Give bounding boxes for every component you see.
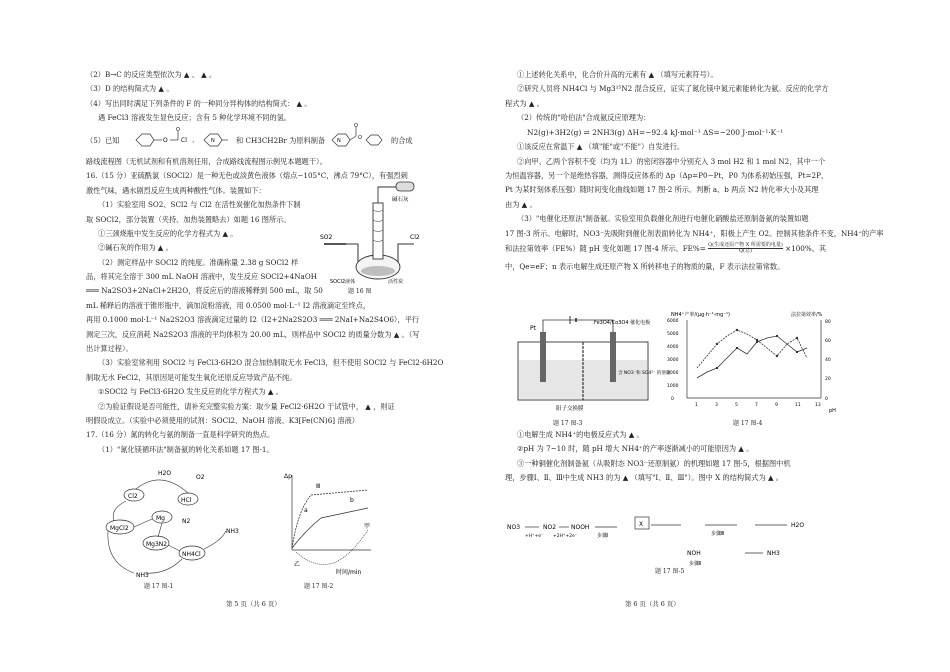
label-b: b <box>350 497 354 504</box>
q16-1-b: ②碱石灰的作用为 ▲ 。 <box>98 243 173 253</box>
series-yield <box>697 330 807 368</box>
q15-3: （3）D 的结构简式为 ▲ 。 <box>86 84 174 94</box>
q15-4: （4）写出同时满足下列条件的 F 的一种同分异构体的结构简式： ▲ 。 <box>86 98 312 108</box>
svg-text:1000: 1000 <box>667 384 679 389</box>
svg-text:80: 80 <box>825 320 831 325</box>
curve-jia <box>292 490 371 548</box>
q15-5-text: 和 CH3CH2Br 为原料制备 <box>236 135 326 145</box>
fig17-1-cycle <box>96 465 246 583</box>
mech-nooh: NOOH <box>571 524 590 531</box>
label-yi: 乙 <box>294 561 301 568</box>
curve-yi <box>292 508 371 548</box>
mech-step1: 步骤Ⅰ <box>597 533 609 539</box>
fig17-2-ylabel: Δp <box>284 473 292 480</box>
haber-equation: N2(g)+3H2(g) ⇌ 2NH3(g) ΔH=−92.4 kJ·mol⁻¹ ΔS=−200 J·mol⁻¹·K⁻¹ <box>527 127 784 137</box>
fig17-3-cat-label: Fe3O4/Co3O4 催化电极 <box>594 320 651 326</box>
q17-1-b: ②研究人员将 NH4Cl 与 Mg3¹⁵N2 混合反应，证实了氮化镁中氮元素能转化为氨。反应的化学方 <box>517 84 829 94</box>
q17-2-b-cont1: 为恒温容器，另一个是绝热容器，测得反应体系的 Δp（Δp=P0−Pt，P0 为体系初始压强，Pt=2P， <box>505 170 829 180</box>
label-a: a <box>304 507 308 514</box>
mech-no3: NO3 <box>507 524 521 531</box>
fig16-charcoal-label: 活性炭 <box>388 279 404 285</box>
svg-text:20: 20 <box>825 377 831 382</box>
fig17-3-membrane-label: 阳子交换膜 <box>556 406 584 412</box>
q17-2-b: ②向甲、乙两个容积不变（均为 1L）的密闭容器中分别充入 3 mol H2 和 1 mol N2，其中一个 <box>517 156 826 166</box>
right-footer: 第 6 页（共 6 页） <box>625 600 680 608</box>
left-page <box>86 70 444 608</box>
q17-3-subquestions <box>505 430 845 488</box>
q16-intro: 16.（15 分）亚硫酰氯（SOCl2）是一种无色或淡黄色液体（熔点−105°C，沸点 79°C），有强烈刺 <box>86 171 408 181</box>
q17-intro: 17.（16 分）氮的转化与氨的制备一直是科学研究的热点。 <box>86 430 275 440</box>
fig17-4-caption: 题 17 图-4 <box>733 420 763 427</box>
q16-2-cont6: 出计算过程）。 <box>86 344 133 354</box>
svg-text:2000: 2000 <box>667 371 679 376</box>
q16-3-cont: 制取无水 FeCl2，其原因是可能发生氧化还原反应导致产品不纯。 <box>86 372 297 382</box>
node-nh3-a: NH3 <box>226 528 239 535</box>
q17-2: （2）传统的"哈伯法"合成氨反应原理为： <box>517 113 651 123</box>
q16-1: （1）实验室用 SO2、SCl2 与 Cl2 在活性炭催化加热条件下制 <box>98 200 301 210</box>
q15-5-tail: 的合成 <box>391 135 413 145</box>
svg-text:5: 5 <box>735 403 738 408</box>
q16-2-cont2: ═══ Na2SO3+2NaCl+2H2O，将反应后的溶液稀释到 500 mL，取 50 <box>86 286 323 296</box>
q17-3: （3）"电催化还原法"制备氨。实验室用负载催化剂进行电催化硝酸盐还原制备氨的装置如题 <box>517 214 809 224</box>
q17-3-cont2: 中，Qe=eF；n 表示电解生成还原产物 X 所转移电子的物质的量，F 表示法拉第常数。 <box>505 262 785 272</box>
fig16-lime-label: 碱石灰 <box>392 197 409 203</box>
fig17-2-xlabel: 时间/min <box>336 569 362 576</box>
fig17-4-xticks <box>695 402 821 408</box>
svg-text:40: 40 <box>825 358 831 363</box>
node-mg3n2: Mg3N2 <box>146 541 168 548</box>
q16-2-cont4: 再用 0.1000 mol·L⁻¹ Na2S2O3 溶液滴定过量的 I2（I2+2Na2S2O3 ═══ 2NaI+Na2S4O6），平行 <box>86 315 420 325</box>
fe-denominator: Q(总) <box>738 248 752 255</box>
fig16-cl2-label: Cl2 <box>410 234 420 241</box>
fig17-1-caption: 题 17 图-1 <box>144 583 174 590</box>
fe-formula-suffix: ×100%。其 <box>785 243 827 253</box>
svg-text:Cl: Cl <box>181 136 187 144</box>
node-h2o: H2O <box>158 470 172 477</box>
q15-5-label: （5）已知 <box>86 135 120 145</box>
fig17-2-caption: 题 17 图-2 <box>304 583 334 590</box>
q17-3-b: ②pH 为 7~10 时，随 pH 增大 NH4⁺的产率逐渐减小的可能原因为 ▲ 。 <box>517 444 754 454</box>
q16-2: （2）测定样品中 SOCl2 的纯度。准确称量 2.38 g SOCl2 样 <box>98 257 299 267</box>
node-cl2: Cl2 <box>128 493 138 500</box>
label-jia: 甲 <box>364 523 371 530</box>
svg-text:3000: 3000 <box>667 358 679 363</box>
svg-text:13: 13 <box>815 403 821 408</box>
q17-1-a: ①上述转化关系中，化合价升高的元素有 ▲ （填写元素符号）。 <box>517 70 718 79</box>
svg-text:O: O <box>358 134 362 141</box>
q17-3-a: ①电解生成 NH4⁺的电极反应式为 ▲ 。 <box>517 430 644 439</box>
mech-nh3: NH3 <box>767 550 780 557</box>
q17-2-b-cont3: 由为 ▲ 。 <box>505 199 537 209</box>
svg-text:0: 0 <box>671 397 674 402</box>
fig17-3-pt-label: Pt <box>530 325 536 332</box>
fig17-4-ylabel-right: 法拉第效率/% <box>791 312 823 318</box>
q16-1-cont: 取 SOCl2，部分装置（夹持、加热装置略去）如题 16 图所示。 <box>86 214 291 224</box>
svg-text:4000: 4000 <box>667 345 679 350</box>
right-page <box>505 70 884 608</box>
fig17-4-yticks-right <box>825 319 831 402</box>
mech-step3: 步骤Ⅲ <box>711 531 725 537</box>
left-footer: 第 5 页（共 6 页） <box>226 600 281 608</box>
q15-4-cond: 遇 FeCl3 溶液发生显色反应；含有 5 种化学环境不同的氢。 <box>98 113 292 123</box>
mech-x: X <box>639 521 644 528</box>
q17-2-a: ①该反应在常温下 ▲ （填"能"或"不能"）自发进行。 <box>517 142 685 152</box>
q15-2: （2）B→C 的反应类型依次为 ▲ 、 ▲ 。 <box>86 70 217 79</box>
q16-2-cont5: 测定三次，反应消耗 Na2S2O3 溶液的平均体积为 20.00 mL，则样品中 SOCl2 的质量分数为 ▲ 。（写 <box>86 329 420 339</box>
svg-text:9: 9 <box>775 403 778 408</box>
node-mgcl2: MgCl2 <box>110 525 129 532</box>
q16-3-b-cont: 明假设成立。（实验中必须使用的试剂：SOCl2、NaOH 溶液、K3[Fe(CN)6] 溶液） <box>86 415 359 425</box>
svg-text:O: O <box>163 136 168 144</box>
q17-3-c-cont: 理，步骤Ⅰ、Ⅱ、Ⅲ中生成 NH3 的为 ▲ （填写"Ⅰ、Ⅱ、Ⅲ"）。图中 X 的结构简式为 ▲ 。 <box>505 473 783 483</box>
label-iii: Ⅲ <box>316 483 321 490</box>
fig16-apparatus <box>318 175 428 285</box>
catalyst-electrode <box>610 332 616 382</box>
fig17-3-cell <box>510 312 671 417</box>
q15-5 <box>86 122 421 152</box>
q16-3-b: ②为验证假设是否可能性，请补充完整实验方案：取少量 FeCl2·6H2O 于试管中， ▲ ，则证 <box>98 401 395 411</box>
fig17-4-chart <box>663 308 848 416</box>
fig16-so2-label: SO2 <box>320 234 333 241</box>
svg-text:7: 7 <box>755 403 758 408</box>
q17-3-cont1: 17 图-3 所示。电解时，NO3⁻先吸附到催化剂表面转化为 NH4⁺，阳极上产生 O2。控制其他条件不变，NH4⁺的产率 <box>505 228 884 238</box>
fe-formula-prefix: 和法拉第效率（FE%）随 pH 变化如题 17 图-4 所示。FE%= <box>505 243 706 253</box>
pt-electrode <box>540 332 546 382</box>
svg-text:O: O <box>354 122 358 129</box>
q17-2-b-cont2: Pt 为某时刻体系压强）随时间变化曲线如题 17 图-2 所示。判断 a、b 两点 N2 转化率大小及其理 <box>505 185 819 195</box>
svg-text:、: 、 <box>192 136 199 144</box>
svg-text:60: 60 <box>825 339 831 344</box>
q16-2-cont1: 品，将其完全溶于 300 mL NaOH 溶液中，发生反应 SOCl2+4NaOH <box>86 272 317 282</box>
q16-intro-2: 激性气味，遇水剧烈反应生成两种酸性气体。装置如下： <box>86 185 266 195</box>
svg-text:3: 3 <box>715 403 718 408</box>
fig17-3-solution-label: 含 NO3⁻和 SO4²⁻ 的溶液 <box>618 371 671 376</box>
fig17-4-ylabel-left: NH4⁺产率/(μg·h⁻¹·mg⁻¹) <box>671 312 730 318</box>
q15-5-cont: 路线流程图（无机试剂和有机溶剂任用，合成路线流程图示例见本题题干）。 <box>86 156 327 166</box>
q16-1-a: ①三颈烧瓶中发生反应的化学方程式为 ▲ 。 <box>98 228 238 238</box>
mech-noh: NOH <box>687 550 701 557</box>
fig16-caption: 题 16 图 <box>348 288 372 295</box>
fig17-2-chart <box>276 470 376 580</box>
mech-step-a: +H⁺+e⁻ <box>525 534 544 539</box>
svg-text:1: 1 <box>695 403 698 408</box>
lime-tube <box>396 182 414 191</box>
svg-text:O: O <box>176 126 180 133</box>
fe-numerator: Q(生成还原产物 X 所需要的电量) <box>708 241 783 248</box>
node-n2: N2 <box>182 518 191 525</box>
q16-3: （3）实验室常利用 SOCl2 与 FeCl3·6H2O 混合加热制取无水 FeCl3，但不使用 SOCl2 与 FeCl2·6H2O <box>98 358 444 368</box>
node-o2: O2 <box>196 474 205 481</box>
fig17-3-caption: 题 17 图-3 <box>553 420 583 427</box>
node-hcl: HCl <box>181 497 192 504</box>
q17-1-b-cont: 程式为 ▲ 。 <box>505 98 544 108</box>
mech-step2: 步骤Ⅱ <box>689 561 702 567</box>
q16-3-a: ①SOCl2 与 FeCl3·6H2O 发生反应的化学方程式为 ▲ 。 <box>98 387 283 397</box>
fe-fraction <box>708 243 783 255</box>
mech-h2o: H2O <box>791 522 805 529</box>
svg-text:6000: 6000 <box>667 319 679 324</box>
svg-text:N: N <box>337 137 341 144</box>
q16-2-cont3: mL 稀释后的溶液于锥形瓶中，滴加淀粉溶液，用 0.0500 mol·L⁻¹ I2 溶液滴定至终点， <box>86 300 371 310</box>
svg-text:11: 11 <box>795 403 801 408</box>
q17-3-c: ③一种铜催化剂制备氨（从吸附态 NO3⁻还原制氨）的机理如题 17 图-5，根据图中机 <box>517 458 791 468</box>
mech-step-b: +2H⁺+2e⁻ <box>553 534 578 539</box>
fig16-liquid-label: SOCl2液体 <box>330 279 356 285</box>
target-structure <box>324 122 384 156</box>
svg-text:5000: 5000 <box>667 332 679 337</box>
node-mg: Mg <box>156 515 165 522</box>
fig17-5-caption: 题 17 图-5 <box>655 568 685 575</box>
node-nh3-b: NH3 <box>136 572 149 579</box>
fig17-4-xlabel: pH <box>829 408 836 414</box>
fig17-5-mechanism <box>505 515 840 567</box>
node-nh4cl: NH4Cl <box>182 551 201 558</box>
svg-text:0: 0 <box>825 397 828 402</box>
fe-formula-line <box>505 243 845 257</box>
fig17-4-yticks-left <box>667 318 679 402</box>
mech-no2: NO2 <box>543 524 557 531</box>
q17-1: （1）"氮化镁循环法"制备氨的转化关系如题 17 图-1。 <box>98 444 274 454</box>
svg-text:N: N <box>211 137 215 144</box>
